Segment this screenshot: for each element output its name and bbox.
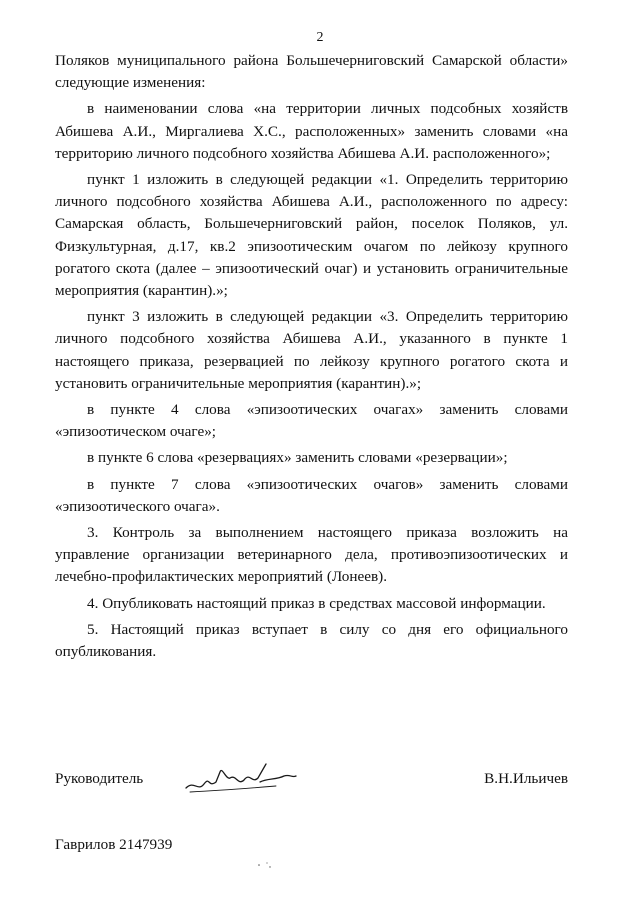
paragraph: в пункте 6 слова «резервациях» заменить словами «резервации»; (87, 449, 508, 467)
paragraph: 3. Контроль за выполнением настоящего приказа возложить на управление организации ветеринарного дела, противоэпизоотических и лечебно-профилактических мероприятий (Лонеев). (55, 524, 568, 586)
page-number: 2 (316, 30, 324, 45)
signatory-title: Руководитель (55, 770, 144, 787)
paragraph: в пункте 4 слова «эпизоотических очагах» заменить словами «эпизоотическом очаге»; (55, 401, 568, 441)
paragraph: 4. Опубликовать настоящий приказ в средствах массовой информации. (87, 594, 546, 612)
paragraph: пункт 1 изложить в следующей редакции «1. Определить территорию личного подсобного хозяйства Абишева А.И., расположенного по адресу: Самарская область, Большечерниговский район, поселок Поляков, ул. Физкультурная, д.17, кв.2 эпизоотическим очагом по лейкозу крупного рогатого скота (далее – эпизоотический очаг) и установить ограничительные мероприятия (карантин).»; (55, 171, 568, 300)
signatory-name: В.Н.Ильичев (484, 770, 568, 787)
handwritten-signature (180, 758, 300, 798)
paragraph: Поляков муниципального района Большечерниговский Самарской области» следующие изменения: (55, 52, 568, 92)
signature-block (55, 770, 568, 800)
executor-line: Гаврилов 2147939 (55, 836, 173, 853)
paragraph: пункт 3 изложить в следующей редакции «3. Определить территорию личного подсобного хозяйства Абишева А.И., указанного в пункте 1 настоящего приказа, резервацией по лейкозу крупного рогатого скота и установить ограничительные мероприятия (карантин).»; (55, 308, 568, 392)
document-body (55, 50, 568, 667)
paragraph: в наименовании слова «на территории личных подсобных хозяйств Абишева А.И., Миргалиева Х.С., расположенных» заменить словами «на территорию личного подсобного хозяйства Абишева А.И. расположенного»; (55, 100, 568, 162)
scan-speck (255, 860, 275, 870)
paragraph: в пункте 7 слова «эпизоотических очагов» заменить словами «эпизоотического очага». (55, 475, 568, 515)
paragraph: 5. Настоящий приказ вступает в силу со дня его официального опубликования. (55, 620, 568, 661)
